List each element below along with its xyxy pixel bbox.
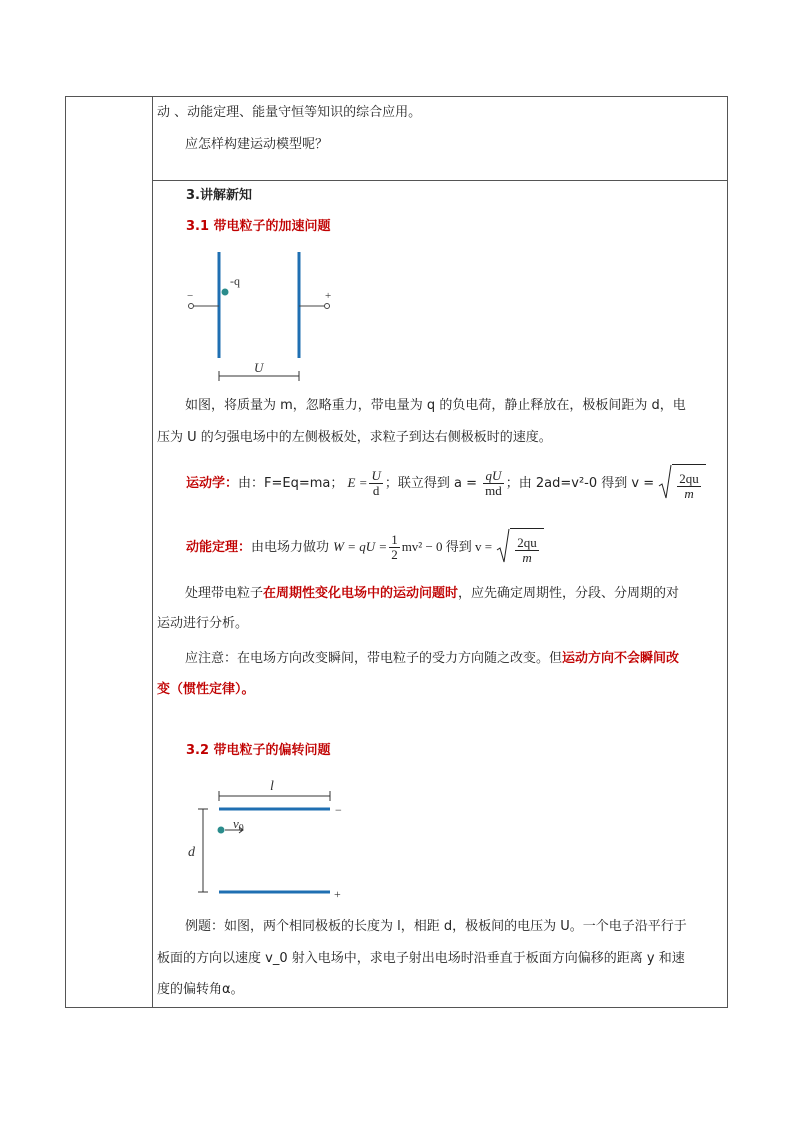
periodic-pre: 处理带电粒子 xyxy=(185,586,264,601)
subsection-3-1-title: 3.1 带电粒子的加速问题 xyxy=(186,219,331,234)
energy-text-2: mv² − 0 得到 v = xyxy=(401,539,493,554)
kinematics-line xyxy=(186,464,706,503)
distance-label: d xyxy=(188,845,195,860)
example-line-2: 板面的方向以速度 v_0 射入电场中，求电子射出电场时沿垂直于板面方向偏移的距离 y 和速 xyxy=(157,951,685,966)
periodic-field-line-1 xyxy=(185,585,679,603)
e-denominator: d xyxy=(372,483,380,498)
minus-sign: − xyxy=(187,290,194,302)
length-label: l xyxy=(270,779,274,794)
a-denominator: md xyxy=(485,483,502,498)
v-numerator-kinematics: 2qu xyxy=(679,470,699,486)
kinematics-text-3: ；由 2ad=v²-0 得到 v = xyxy=(505,476,655,491)
energy-line xyxy=(186,528,544,567)
kinematics-text-1: 由：F=Eq=ma； xyxy=(238,476,344,491)
periodic-highlight: 在周期性变化电场中的运动问题时 xyxy=(263,586,459,601)
charge-label: -q xyxy=(230,274,240,288)
right-terminal xyxy=(325,304,330,309)
half-numerator: 1 xyxy=(391,532,398,547)
energy-label: 动能定理： xyxy=(186,540,252,555)
velocity-label xyxy=(233,816,244,834)
note-highlight-1: 运动方向不会瞬间改 xyxy=(562,651,680,666)
velocity-subscript: 0 xyxy=(238,823,244,834)
energy-text-1: 由电场力做功 xyxy=(251,540,330,555)
subsection-3-2-title: 3.2 带电粒子的偏转问题 xyxy=(186,743,331,758)
kinematics-text-2: ；联立得到 a = xyxy=(384,476,477,491)
problem-line-1: 如图，将质量为 m，忽略重力，带电量为 q 的负电荷，静止释放在，极板间距为 d，电 xyxy=(185,398,686,413)
top-line-1: 动 、动能定理、能量守恒等知识的综合应用。 xyxy=(157,105,422,120)
half-denominator: 2 xyxy=(391,547,398,562)
periodic-field-line-2: 运动进行分析。 xyxy=(157,616,249,631)
section-title: 3.讲解新知 xyxy=(186,188,252,203)
v-denominator-kinematics: m xyxy=(684,485,694,501)
charged-particle xyxy=(222,289,229,296)
top-plate-sign: − xyxy=(335,803,342,817)
v-denominator-energy: m xyxy=(522,549,532,565)
plus-sign: + xyxy=(325,290,332,302)
v-numerator-energy: 2qu xyxy=(517,534,537,550)
a-numerator: qU xyxy=(483,469,504,484)
left-terminal xyxy=(189,304,194,309)
note-line-1 xyxy=(185,650,679,668)
column-divider xyxy=(152,97,153,1007)
velocity-symbol: v xyxy=(233,816,239,831)
v-sqrt-energy xyxy=(496,528,544,567)
voltage-label: U xyxy=(254,360,264,375)
e-lhs: E = xyxy=(347,475,368,490)
example-line-3: 度的偏转角α。 xyxy=(157,982,244,997)
problem-line-2: 压为 U 的匀强电场中的左侧极板处，求粒子到达右侧极板时的速度。 xyxy=(157,430,552,445)
e-numerator: U xyxy=(371,468,381,483)
deflection-figure xyxy=(185,772,355,902)
example-line-1: 例题：如图，两个相同极板的长度为 l，相距 d，极板间的电压为 U。一个电子沿平行于 xyxy=(185,919,687,934)
w-lhs: W = qU = xyxy=(333,539,388,554)
accelerator-figure xyxy=(180,245,350,385)
e-fraction xyxy=(369,469,382,498)
periodic-post: ，应先确定周期性，分段、分周期的对 xyxy=(458,586,680,601)
note-pre: 应注意：在电场方向改变瞬间，带电粒子的受力方向随之改变。但 xyxy=(185,651,563,666)
kinematics-label: 运动学： xyxy=(186,476,239,491)
bottom-plate-sign: + xyxy=(334,887,341,901)
note-highlight-2: 变（惯性定律）。 xyxy=(157,682,255,697)
a-fraction xyxy=(483,469,504,498)
top-line-2: 应怎样构建运动模型呢？ xyxy=(185,137,329,152)
row-divider xyxy=(152,180,727,181)
half-fraction xyxy=(389,533,400,562)
v-sqrt-kinematics xyxy=(658,464,706,503)
electron xyxy=(218,827,225,834)
